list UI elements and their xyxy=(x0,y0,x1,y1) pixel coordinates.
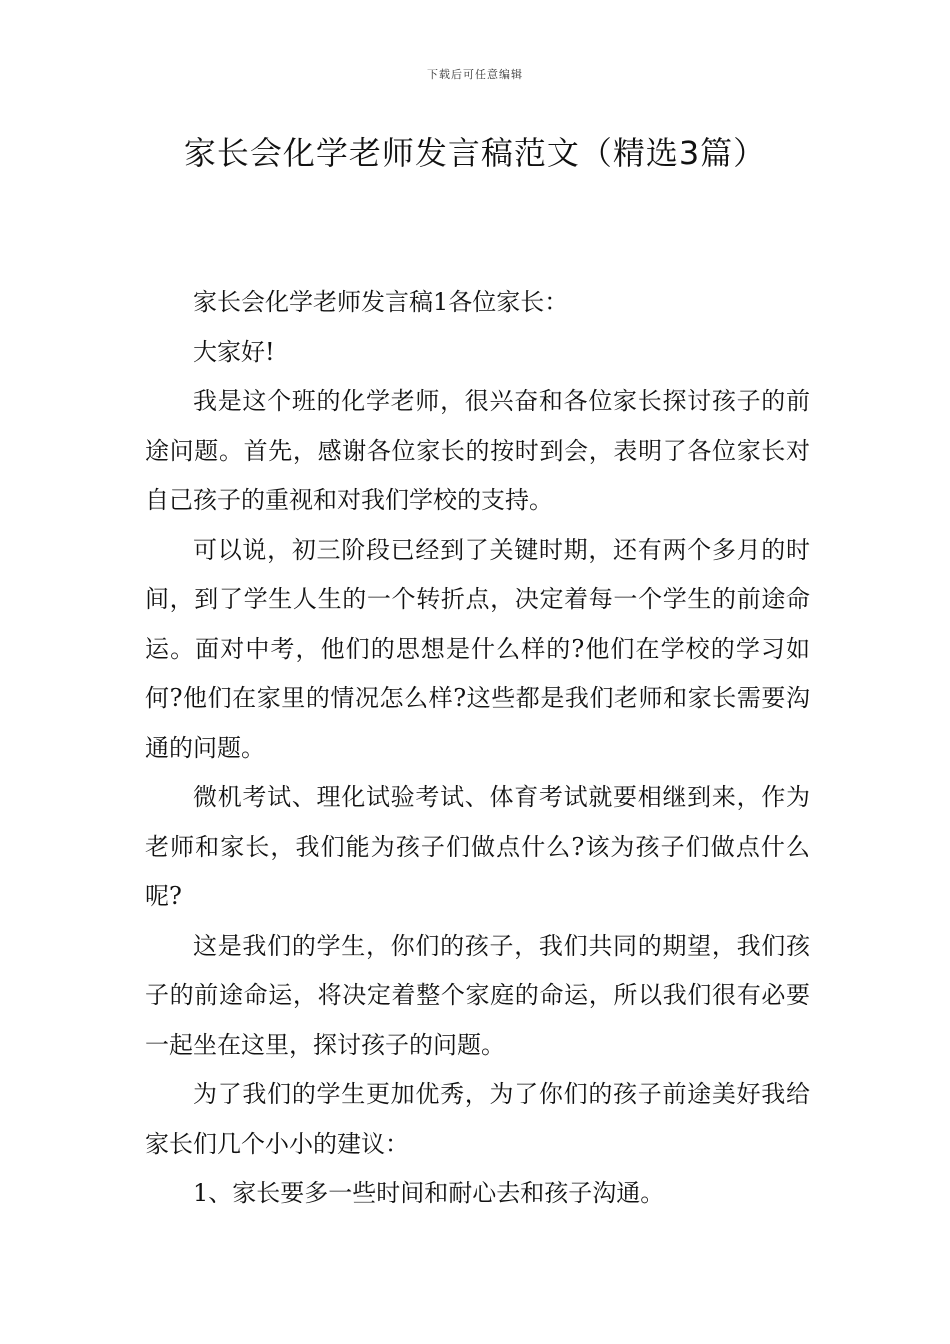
document-body xyxy=(145,278,810,1219)
paragraph-greeting: 大家好! xyxy=(193,337,275,366)
document-title: 家长会化学老师发言稿范文（精选3篇） xyxy=(183,134,767,172)
header-note: 下载后可任意编辑 xyxy=(427,68,523,81)
paragraph-suggestions-intro: 为了我们的学生更加优秀，为了你们的孩子前途美好我给家长们几个小小的建议： xyxy=(145,1080,810,1158)
paragraph-key-period: 可以说，初三阶段已经到了关键时期，还有两个多月的时间，到了学生人生的一个转折点，决定着每一个学生的前途命运。面对中考，他们的思想是什么样的?他们在学校的学习如何?他们在家里的情况怎么样?这些都是我们老师和家长需要沟通的问题。 xyxy=(145,535,810,762)
paragraph-exams: 微机考试、理化试验考试、体育考试就要相继到来，作为老师和家长，我们能为孩子们做点什么?该为孩子们做点什么呢? xyxy=(145,783,810,910)
paragraph-shared-hope: 这是我们的学生，你们的孩子，我们共同的期望，我们孩子的前途命运，将决定着整个家庭的命运，所以我们很有必要一起坐在这里，探讨孩子的问题。 xyxy=(145,931,810,1059)
paragraph-suggestion-1: 1、家长要多一些时间和耐心去和孩子沟通。 xyxy=(193,1179,665,1207)
paragraph-greeting-heading: 家长会化学老师发言稿1各位家长： xyxy=(193,288,569,316)
paragraph-introduction: 我是这个班的化学老师，很兴奋和各位家长探讨孩子的前途问题。首先，感谢各位家长的按时到会，表明了各位家长对自己孩子的重视和对我们学校的支持。 xyxy=(145,387,810,514)
